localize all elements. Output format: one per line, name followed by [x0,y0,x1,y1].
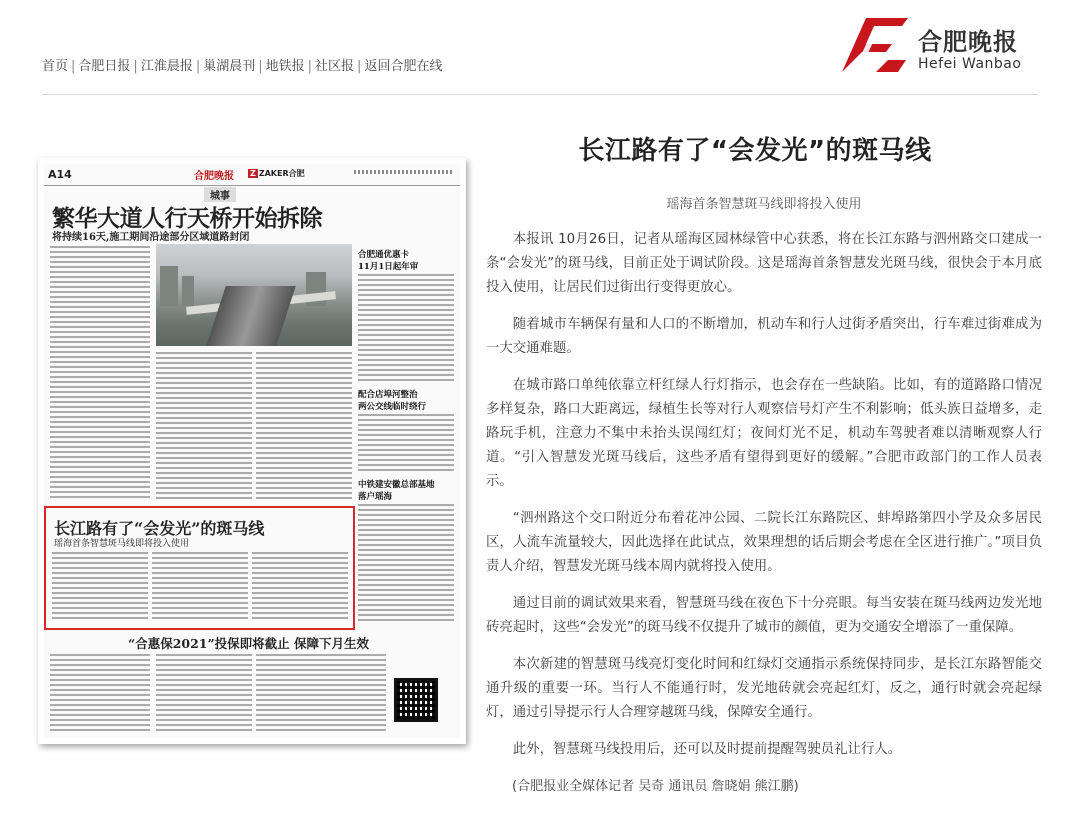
nav-separator: | [307,59,313,74]
highlighted-article-subtitle: 瑶海首条智慧斑马线即将投入使用 [54,539,190,549]
top-nav [42,55,442,74]
hefei-wanbao-logo[interactable] [836,8,1046,78]
article-paragraph: 此外，智慧斑马线投用后，还可以及时提前提醒驾驶员礼让行人。 [512,742,902,757]
bridge-photo [156,244,352,346]
nav-metro-news-link[interactable]: 地铁报 [265,59,305,74]
nav-separator: | [195,59,201,74]
nav-community-news-link[interactable]: 社区报 [315,59,355,74]
qr-code-icon [394,678,438,722]
nav-separator: | [258,59,263,74]
nav-hefei-daily-link[interactable]: 合肥日报 [78,59,131,74]
side-head: 落户瑶海 [358,492,393,502]
newspaper-page-image[interactable] [38,158,466,744]
page-header [44,164,460,186]
photo-building [160,266,178,306]
side-head: 11月1日起年审 [358,262,419,272]
side-head: 中铁建安徽总部基地 [358,480,435,490]
text-column [52,552,148,622]
nav-separator: | [357,59,362,74]
nav-separator: | [71,59,76,74]
page-date-line [354,170,454,174]
article-title: 长江路有了“会发光”的斑马线 [578,136,932,166]
page-section: 城事 [204,187,236,202]
newspaper-page [44,164,460,738]
page-masthead: 合肥晚报 [194,171,234,182]
article-body [486,228,1042,762]
logo-name-cn: 合肥晚报 [918,27,1018,56]
header-divider [42,94,1038,95]
text-column [50,246,150,501]
page-headline: 繁华大道人行天桥开始拆除 [52,205,322,232]
article-byline: (合肥报业全媒体记者 吴奇 通讯员 詹晓娟 熊江鹏) [512,779,799,794]
photo-road [206,286,295,346]
side-head: 配合店埠河整治 [358,390,418,400]
logo-emblem-icon [836,8,916,78]
article-paragraph: 本次新建的智慧斑马线亮灯变化时间和红绿灯交通指示系统保持同步，是长江东路智能交通升级的重要一环。当行人不能通行时，发光地砖就会亮起红灯，反之，通行时就会亮起绿灯，通过引导提示行人合理穿越斑马线，保障安全通行。 [486,657,1042,720]
text-column [358,414,454,474]
text-column [358,504,454,624]
nav-jianghuai-morning-link[interactable]: 江淮晨报 [140,59,193,74]
text-column [256,352,352,502]
article-subtitle: 瑶海首条智慧斑马线即将投入使用 [666,197,862,212]
nav-home-link[interactable]: 首页 [42,59,69,74]
logo-name-en: Hefei Wanbao [918,56,1022,72]
bottom-headline: “合惠保2021”投保即将截止 保障下月生效 [128,636,370,651]
zaker-badge [248,168,305,179]
nav-separator: | [133,59,138,74]
text-column [152,552,248,622]
article-paragraph: 本报讯 10月26日，记者从瑶海区园林绿管中心获悉，将在长江东路与泗州路交口建成一条“会发光”的斑马线，目前正处于调试阶段。这是瑶海首条智慧发光斑马线，很快会于本月底投入使用，让居民们过街出行变得更放心。 [486,232,1042,295]
text-column [156,654,252,734]
article-paragraph: 在城市路口单纯依靠立杆红绿人行灯指示，也会存在一些缺陷。比如，有的道路路口情况多样复杂，路口大距离远，绿植生长等对行人观察信号灯产生不利影响；低头族日益增多，走路玩手机，注意力不集中未抬头误闯红灯；夜间灯光不足，机动车驾驶者难以清晰观察人行道。“引入智慧发光斑马线后，这些矛盾有望得到更好的缓解。”合肥市政部门的工作人员表示。 [486,378,1042,489]
side-head: 两公交线临时绕行 [358,402,427,412]
text-column [252,552,348,622]
highlighted-article-box [44,506,355,630]
photo-building [182,276,194,306]
text-column [156,352,252,502]
nav-chaohu-morning-link[interactable]: 巢湖晨刊 [203,59,256,74]
article [486,130,1042,794]
text-column [256,654,386,734]
page-number: A14 [48,168,72,181]
article-paragraph: 通过目前的调试效果来看，智慧斑马线在夜色下十分亮眼。每当安装在斑马线两边发光地砖亮起时，这些“会发光”的斑马线不仅提升了城市的颜值，更为交通安全增添了一重保障。 [486,596,1042,635]
nav-back-to-hefei-online-link[interactable]: 返回合肥在线 [364,59,443,74]
side-head: 合肥通优惠卡 [358,250,410,260]
page-subheadline: 将持续16天,施工期间沿途部分区域道路封闭 [52,232,250,243]
text-column [358,274,454,384]
highlighted-article-title: 长江路有了“会发光”的斑马线 [54,519,265,538]
text-column [50,654,150,734]
article-paragraph: 随着城市车辆保有量和人口的不断增加，机动车和行人过街矛盾突出，行车难过街难成为一大交通难题。 [486,317,1042,356]
zaker-partner-label: ZAKER合肥 [258,169,305,178]
zaker-logo-icon: Z [250,169,256,178]
article-paragraph: “泗州路这个交口附近分布着花冲公园、二院长江东路院区、蚌埠路第四小学及众多居民区，人流车流量较大，因此选择在此试点，效果理想的话后期会考虑在全区进行推广。”项目负责人介绍，智慧发光斑马线本周内就将投入使用。 [486,511,1042,574]
